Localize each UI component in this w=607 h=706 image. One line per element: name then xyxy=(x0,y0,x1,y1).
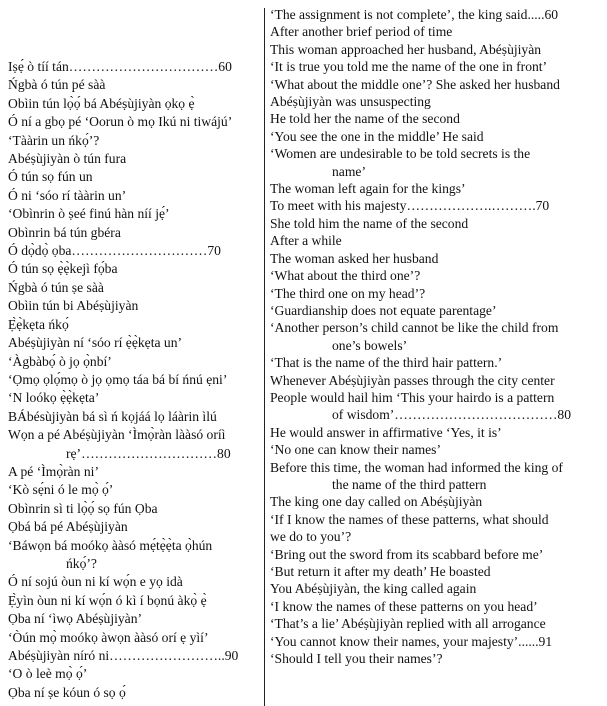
text-line: ‘The third one on my head’? xyxy=(270,285,426,301)
text-line: Obìin tún bi Abéṣùjiyàn xyxy=(8,298,139,314)
text-line: Ẹ̀yìn òun ni kí wọ́n ó kì í bọnú àkọ̀ ẹ̀ xyxy=(8,592,207,608)
text-line: Ọbá bá pé Abéṣùjiyàn xyxy=(8,519,128,535)
text-line: Ó ní sojú òun ni kí wọ́n e yọ idà xyxy=(8,574,183,590)
text-line: Ńgbà ó tún pé sàà xyxy=(8,77,106,93)
text-line: ‘No one can know their names’ xyxy=(270,442,441,458)
text-line: ‘Òún mọ̀ moókọ àwọn ààsó orí ẹ yìí’ xyxy=(8,629,209,645)
text-line: He would answer in affirmative ‘Yes, it is’ xyxy=(270,424,502,440)
text-line: ‘That is the name of the third hair pattern.’ xyxy=(270,355,503,371)
text-line: The king one day called on Abéṣùjiyàn xyxy=(270,494,483,510)
text-line: ‘That’s a lie’ Abéṣùjiyàn replied with all arrogance xyxy=(270,616,546,632)
english-translation-column xyxy=(270,6,604,667)
text-line: ‘Kò sẹ́ni ó le mọ̀ ọ́’ xyxy=(8,482,114,498)
text-line: After a while xyxy=(270,233,342,249)
text-line: of wisdom’………………………………80 xyxy=(332,407,572,423)
text-line: ‘Ọmọ ọlọ́mọ ò jọ ọmọ táa bá bí ńnú ẹni’ xyxy=(8,371,228,387)
text-line: ‘It is true you told me the name of the one in front’ xyxy=(270,59,548,75)
text-line: To meet with his majesty……………….……….70 xyxy=(270,198,550,214)
text-line: ńkọ́’? xyxy=(66,555,97,571)
text-line: After another brief period of time xyxy=(270,24,453,40)
text-line: He told her the name of the second xyxy=(270,111,460,127)
text-line: ‘Guardianship does not equate parentage’ xyxy=(270,302,497,318)
column-divider xyxy=(264,8,265,706)
text-line: Before this time, the woman had informed the king of xyxy=(270,459,563,475)
text-line: ‘Should I tell you their names’? xyxy=(270,651,443,667)
text-line: She told him the name of the second xyxy=(270,215,469,231)
text-line: Whenever Abéṣùjiyàn passes through the city center xyxy=(270,372,555,388)
text-line: Wọn a pé Abéṣùjiyàn ‘Ìmọ̀ràn lààsó oríì xyxy=(8,427,226,443)
text-line: Ọba ní ṣe kóun ó sọ ọ́ xyxy=(8,684,126,700)
yoruba-text-column xyxy=(8,58,260,702)
text-line: Ó tún sọ fún un xyxy=(8,169,93,185)
text-line: ‘But return it after my death’ He boasted xyxy=(270,564,491,579)
text-line: ‘Another person’s child cannot be like the child from xyxy=(270,320,559,336)
text-line: Ó ní a gbọ pé ‘Oorun ò mọ Ikú ni tiwájú’ xyxy=(8,114,233,130)
text-line: we do to you’? xyxy=(270,529,352,545)
text-line: ‘O ò leè mọ̀ ọ́’ xyxy=(8,666,88,682)
text-line: ‘If I know the names of these patterns, what should xyxy=(270,511,549,527)
text-line: Obìnrin sì ti lọ̀ọ́ sọ fún Ọba xyxy=(8,500,158,516)
text-line: The woman left again for the kings’ xyxy=(270,181,466,197)
text-line: ‘What about the middle one’? She asked her husband xyxy=(270,76,560,92)
text-line: ‘You see the one in the middle’ He said xyxy=(270,128,484,144)
text-line: ‘N loókọ ẹ̀ẹ̀kẹta’ xyxy=(8,390,100,406)
text-line: Abéṣùjiyàn ò tún fura xyxy=(8,151,127,167)
text-line: Obìin tún lọ̀ọ́ bá Abéṣùjiyàn ọkọ ẹ̀ xyxy=(8,95,195,111)
text-line: name’ xyxy=(332,163,366,179)
text-line: Ńgbà ó tún ṣe sàà xyxy=(8,279,104,295)
text-line: ‘Tààrin un ńkọ́’? xyxy=(8,132,100,148)
text-line: Ó tún sọ ẹ̀ẹ̀kejì fọ́ba xyxy=(8,261,118,277)
text-line: ‘What about the third one’? xyxy=(270,268,421,284)
text-line: Ọba ní ‘ìwọ Abéṣùjiyàn’ xyxy=(8,611,143,627)
text-line: ‘You cannot know their names, your majesty’......91 xyxy=(270,633,553,649)
text-line: Ó dọ̀dọ̀ ọba…………………………70 xyxy=(8,243,221,259)
text-line: ‘I know the names of these patterns on you head’ xyxy=(270,598,538,614)
text-line: People would hail him ‘This your hairdo is a pattern xyxy=(270,389,555,405)
text-line: ‘Bring out the sword from its scabbard before me’ xyxy=(270,546,544,562)
text-line: Ẹ̀ẹ̀kẹta ńkọ́ xyxy=(8,316,69,332)
text-line: rẹ’…………………………80 xyxy=(66,445,231,461)
text-line: The woman asked her husband xyxy=(270,250,439,266)
text-line: Obìnrin bá tún gbéra xyxy=(8,224,121,240)
text-line: ‘Women are undesirable to be told secrets is the xyxy=(270,146,531,162)
text-line: Ó ni ‘sóo rí tààrin un’ xyxy=(8,187,127,203)
text-line: You Abéṣùjiyàn, the king called again xyxy=(270,581,477,597)
text-line: Abéṣùjiyàn ní ‘sóo rí ẹ̀ẹ̀kẹta un’ xyxy=(8,335,183,351)
text-line: ‘Obìnrin ò ṣeé finú hàn níí jẹ́’ xyxy=(8,206,170,222)
text-line: Abéṣùjiyàn níró ni……………………..90 xyxy=(8,648,239,663)
text-line: ‘Báwọn bá moókọ ààsó mẹ́tẹ̀ẹ̀ta ọ̀hún xyxy=(8,537,213,553)
text-line: the name of the third pattern xyxy=(332,476,487,492)
text-line: Abéṣùjiyàn was unsuspecting xyxy=(270,94,431,110)
text-line: Iṣẹ́ ò tíí tán……………………………60 xyxy=(8,59,232,74)
text-line: ‘Àgbàbọ́ ò jọ ọ̀nbí’ xyxy=(8,353,112,369)
text-line: one’s bowels’ xyxy=(332,337,408,353)
text-line: BÁbésùjiyàn bá sì ń kọjáá lọ láàrin ìlú xyxy=(8,408,217,424)
text-line: ‘The assignment is not complete’, the king said.....60 xyxy=(270,7,559,22)
text-line: This woman approached her husband, Abéṣùjiyàn xyxy=(270,41,542,57)
text-line: A pé ‘Ìmọ̀ràn ni’ xyxy=(8,463,99,479)
